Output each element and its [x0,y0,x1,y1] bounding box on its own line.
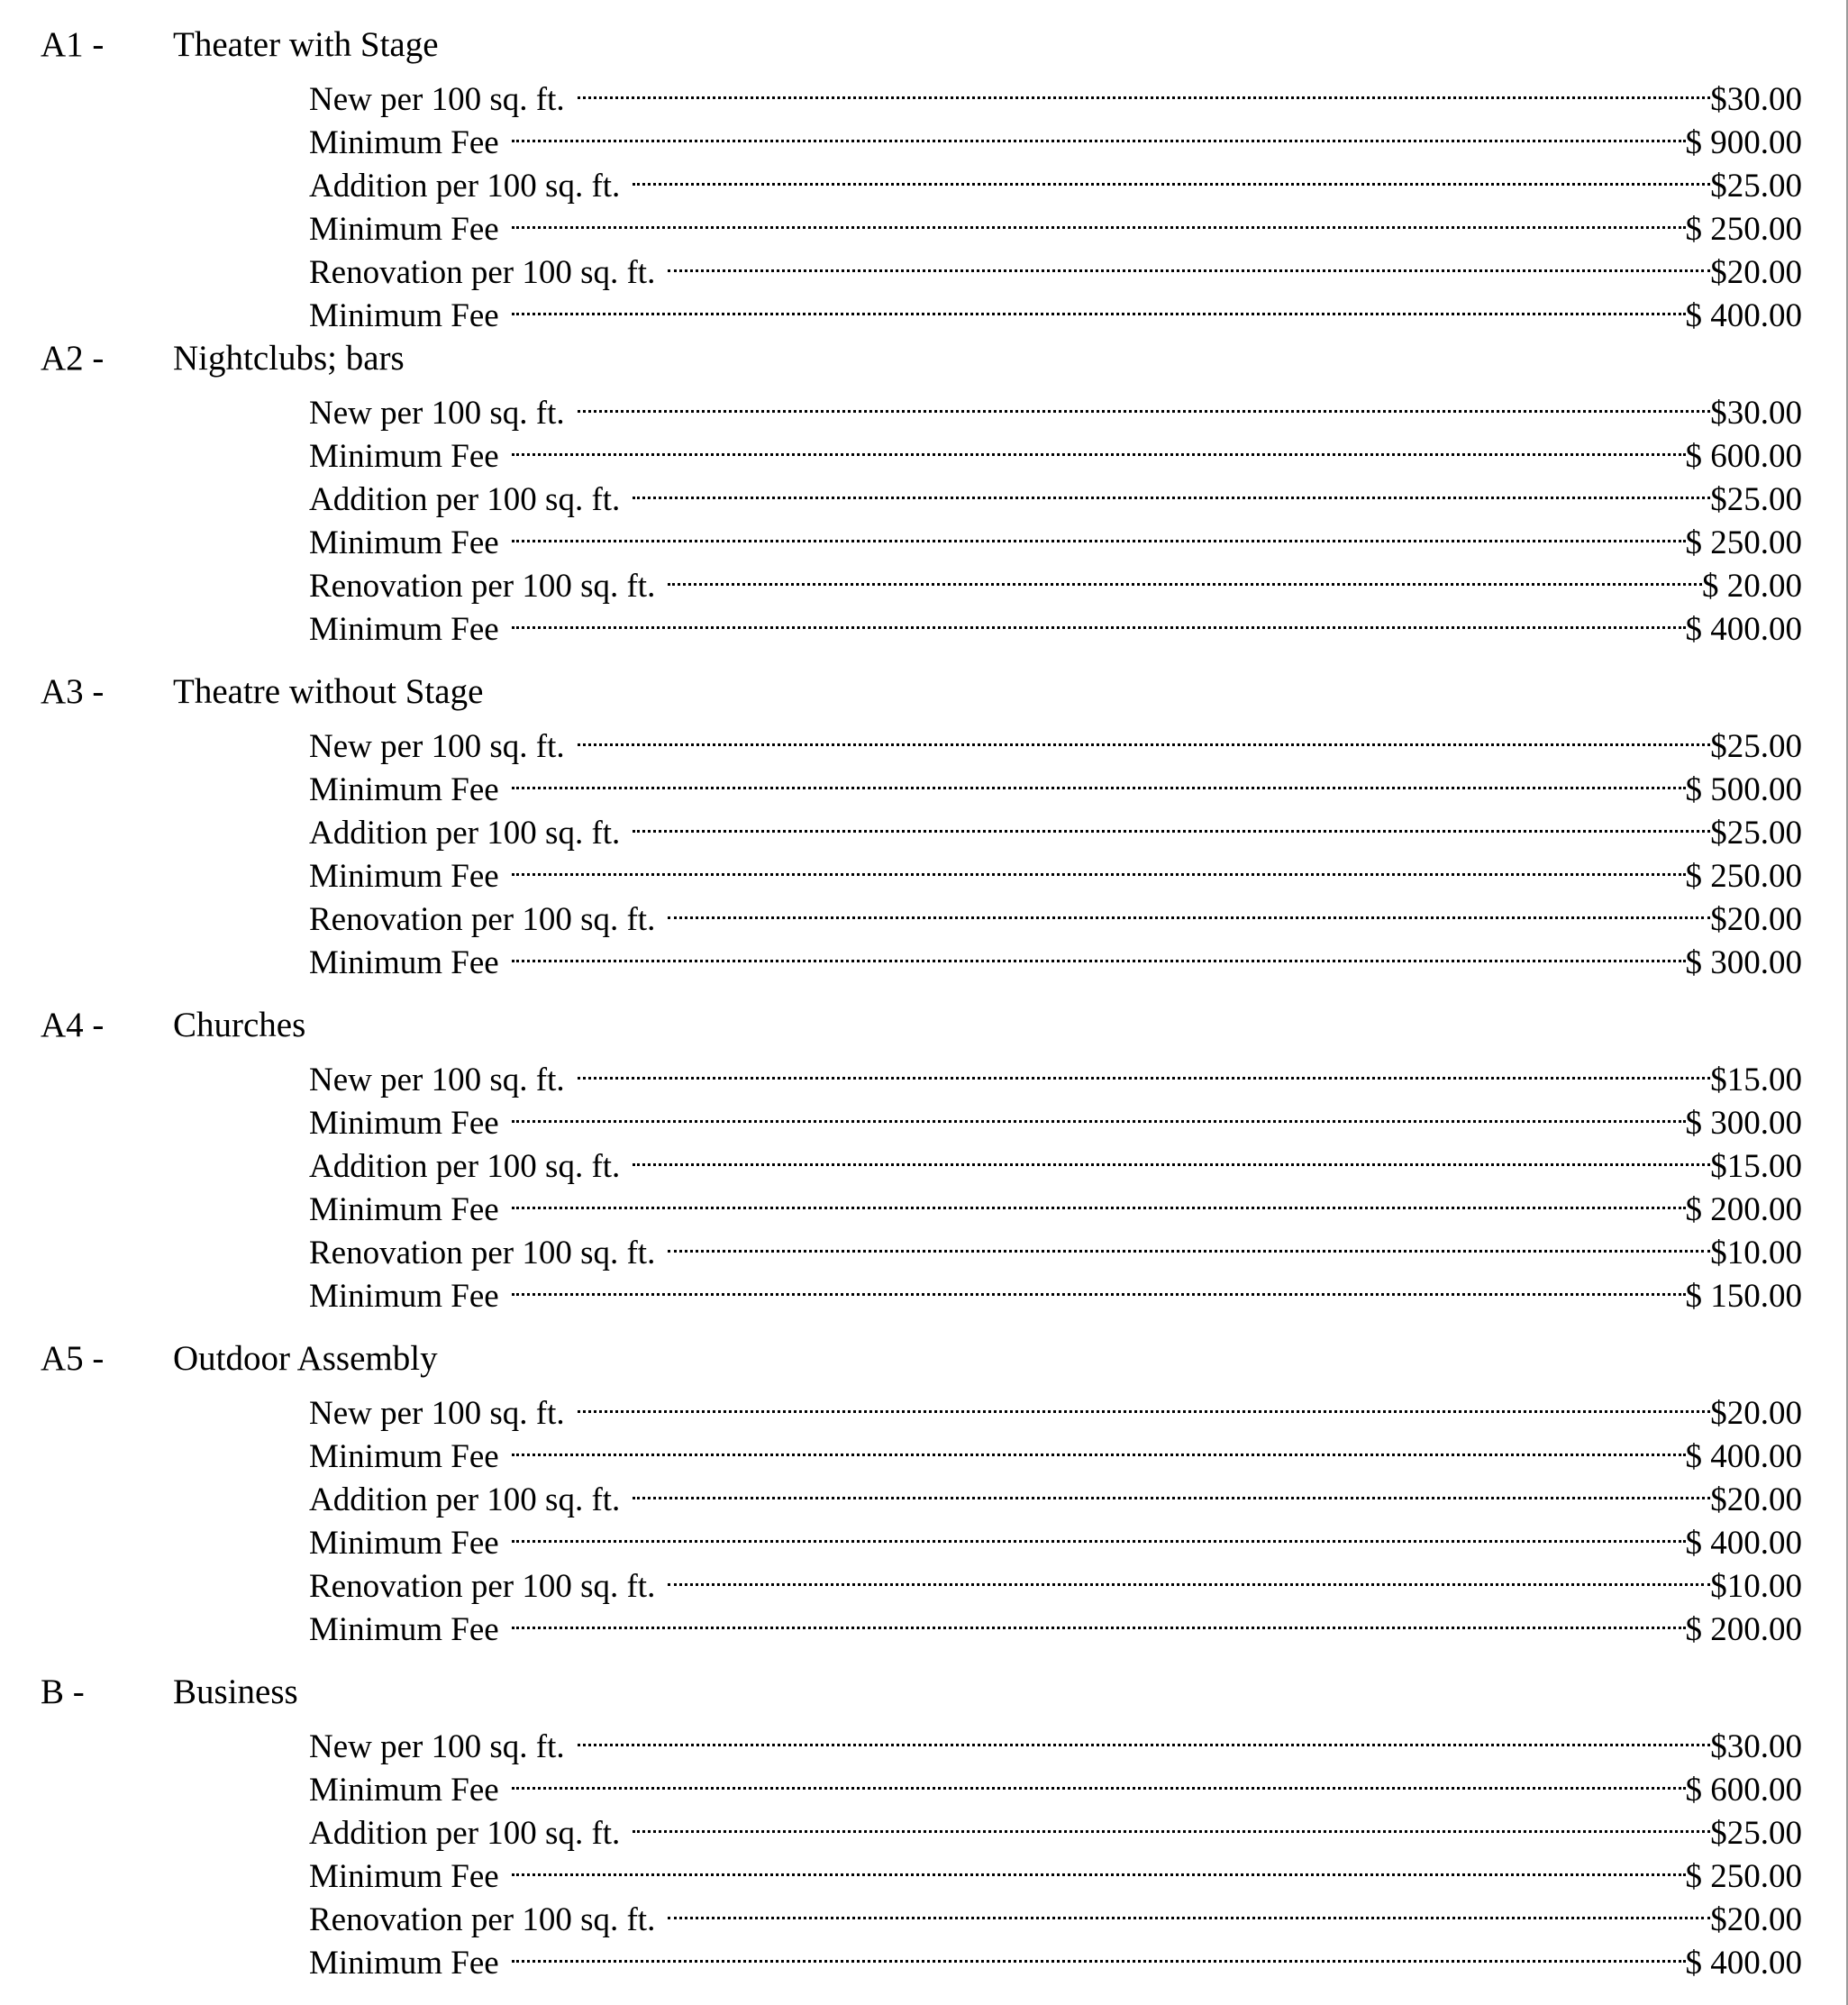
fee-row [309,757,1802,808]
fee-row [309,1510,1802,1562]
dot-leader [668,887,1710,930]
fee-amount: $ 250.00 [1685,211,1802,248]
dot-leader [512,283,1686,326]
fee-row [309,1554,1802,1605]
fee-row [309,196,1802,248]
fee-row [309,930,1802,981]
section-heading [0,23,1848,67]
fee-label: Renovation per 100 sq. ft. [309,1901,656,1938]
dot-leader [512,1757,1686,1800]
dot-leader [578,714,1711,757]
fee-label: Addition per 100 sq. ft. [309,1148,621,1185]
section-code: A2 - [41,339,105,378]
fee-amount: $ 250.00 [1685,524,1802,561]
fee-amount: $25.00 [1710,168,1802,205]
dot-leader [512,1263,1686,1307]
fee-row [309,510,1802,561]
fee-amount: $25.00 [1710,1815,1802,1852]
fee-label: Minimum Fee [309,297,499,334]
dot-leader [578,1047,1711,1090]
fee-row [309,283,1802,334]
fee-label: Minimum Fee [309,1772,499,1809]
fee-label: New per 100 sq. ft. [309,1062,565,1098]
fee-label: Minimum Fee [309,1945,499,1982]
dot-leader [512,930,1686,973]
fee-row [309,1134,1802,1185]
dot-leader [633,1467,1710,1510]
fee-row [309,153,1802,205]
dot-leader [633,1134,1710,1177]
fee-row [309,1714,1802,1765]
fee-amount: $ 200.00 [1685,1611,1802,1648]
dot-leader [512,1597,1686,1640]
fee-label: New per 100 sq. ft. [309,395,565,432]
fee-label: New per 100 sq. ft. [309,1395,565,1432]
dot-leader [578,1381,1711,1424]
fee-label: Renovation per 100 sq. ft. [309,254,656,291]
fee-row [309,1597,1802,1648]
fee-section [0,23,1848,334]
fee-row [309,424,1802,475]
fee-section [0,337,1848,648]
fee-label: Addition per 100 sq. ft. [309,815,621,852]
fee-row [309,240,1802,291]
fee-amount: $30.00 [1710,81,1802,118]
fee-row [309,1381,1802,1432]
dot-leader [512,843,1686,887]
section-title: Nightclubs; bars [173,339,405,378]
section-code: A4 - [41,1006,105,1044]
fee-amount: $ 20.00 [1702,568,1802,605]
section-title: Churches [173,1006,306,1044]
fee-label: Minimum Fee [309,1278,499,1315]
fee-label: Addition per 100 sq. ft. [309,481,621,518]
section-title: Theatre without Stage [173,672,484,711]
dot-leader [512,1177,1686,1220]
fee-amount: $25.00 [1710,815,1802,852]
fee-amount: $ 250.00 [1685,1858,1802,1895]
fee-amount: $ 400.00 [1685,1525,1802,1562]
dot-leader [512,1424,1686,1467]
dot-leader [512,196,1686,240]
fee-amount: $ 400.00 [1685,1438,1802,1475]
fee-label: Minimum Fee [309,438,499,475]
fee-row [309,1177,1802,1228]
section-heading [0,670,1848,714]
fee-label: Minimum Fee [309,771,499,808]
fee-row [309,1090,1802,1142]
dot-leader [668,1220,1710,1263]
section-code: B - [41,1672,85,1711]
fee-row [309,553,1802,605]
fee-row [309,110,1802,161]
section-code: A1 - [41,25,105,64]
section-heading [0,1671,1848,1714]
fee-section [0,670,1848,981]
fee-amount: $25.00 [1710,728,1802,765]
fee-label: Minimum Fee [309,611,499,648]
fee-section [0,1671,1848,1982]
dot-leader [512,757,1686,800]
fee-section [0,1004,1848,1315]
fee-amount: $20.00 [1710,254,1802,291]
section-code: A5 - [41,1339,105,1378]
fee-amount: $20.00 [1710,1481,1802,1518]
fee-row [309,1220,1802,1271]
dot-leader [512,1930,1686,1973]
fee-label: Minimum Fee [309,1858,499,1895]
fee-label: Minimum Fee [309,124,499,161]
fee-label: Minimum Fee [309,1105,499,1142]
fee-amount: $30.00 [1710,395,1802,432]
dot-leader [578,1714,1711,1757]
dot-leader [512,1844,1686,1887]
dot-leader [578,67,1711,110]
fee-label: Minimum Fee [309,1525,499,1562]
dot-leader [512,110,1686,153]
dot-leader [512,510,1686,553]
dot-leader [668,240,1710,283]
fee-amount: $ 600.00 [1685,1772,1802,1809]
fee-amount: $ 600.00 [1685,438,1802,475]
fee-amount: $ 400.00 [1685,611,1802,648]
section-title: Theater with Stage [173,25,439,64]
fee-row [309,597,1802,648]
dot-leader [633,467,1710,510]
fee-row [309,1757,1802,1809]
dot-leader [633,800,1710,843]
fee-label: Minimum Fee [309,211,499,248]
fee-amount: $ 400.00 [1685,1945,1802,1982]
fee-row [309,1467,1802,1518]
fee-label: New per 100 sq. ft. [309,1728,565,1765]
dot-leader [578,380,1711,424]
section-heading [0,1004,1848,1047]
fee-amount: $20.00 [1710,901,1802,938]
fee-amount: $15.00 [1710,1062,1802,1098]
fee-label: Addition per 100 sq. ft. [309,1481,621,1518]
fee-amount: $10.00 [1710,1235,1802,1271]
fee-label: Renovation per 100 sq. ft. [309,1568,656,1605]
fee-label: Minimum Fee [309,944,499,981]
fee-label: Minimum Fee [309,1611,499,1648]
dot-leader [668,553,1702,597]
fee-amount: $15.00 [1710,1148,1802,1185]
fee-amount: $ 150.00 [1685,1278,1802,1315]
fee-row [309,1844,1802,1895]
fee-row [309,1424,1802,1475]
fee-label: Minimum Fee [309,524,499,561]
fee-amount: $ 400.00 [1685,297,1802,334]
fee-row [309,467,1802,518]
fee-label: Minimum Fee [309,1191,499,1228]
section-heading [0,337,1848,380]
fee-label: New per 100 sq. ft. [309,728,565,765]
fee-label: Minimum Fee [309,1438,499,1475]
fee-amount: $30.00 [1710,1728,1802,1765]
fee-row [309,714,1802,765]
fee-amount: $ 500.00 [1685,771,1802,808]
fee-label: New per 100 sq. ft. [309,81,565,118]
fee-row [309,1800,1802,1852]
fee-label: Addition per 100 sq. ft. [309,168,621,205]
fee-row [309,1930,1802,1982]
fee-section [0,1337,1848,1648]
fee-row [309,887,1802,938]
fee-amount: $25.00 [1710,481,1802,518]
dot-leader [512,1510,1686,1554]
fee-row [309,800,1802,852]
section-code: A3 - [41,672,105,711]
dot-leader [633,1800,1710,1844]
fee-label: Renovation per 100 sq. ft. [309,568,656,605]
fee-amount: $20.00 [1710,1395,1802,1432]
fee-amount: $ 900.00 [1685,124,1802,161]
section-title: Outdoor Assembly [173,1339,438,1378]
fee-label: Renovation per 100 sq. ft. [309,1235,656,1271]
fee-amount: $ 250.00 [1685,858,1802,895]
fee-row [309,843,1802,895]
fee-amount: $ 200.00 [1685,1191,1802,1228]
fee-row [309,380,1802,432]
fee-row [309,1887,1802,1938]
dot-leader [512,1090,1686,1134]
fee-amount: $ 300.00 [1685,1105,1802,1142]
fee-row [309,1047,1802,1098]
fee-amount: $20.00 [1710,1901,1802,1938]
fee-row [309,1263,1802,1315]
section-title: Business [173,1672,298,1711]
dot-leader [668,1887,1710,1930]
dot-leader [668,1554,1710,1597]
fee-row [309,67,1802,118]
fee-amount: $10.00 [1710,1568,1802,1605]
fee-label: Addition per 100 sq. ft. [309,1815,621,1852]
section-heading [0,1337,1848,1381]
dot-leader [512,424,1686,467]
fee-amount: $ 300.00 [1685,944,1802,981]
dot-leader [512,597,1686,640]
dot-leader [633,153,1710,196]
fee-label: Minimum Fee [309,858,499,895]
fee-label: Renovation per 100 sq. ft. [309,901,656,938]
